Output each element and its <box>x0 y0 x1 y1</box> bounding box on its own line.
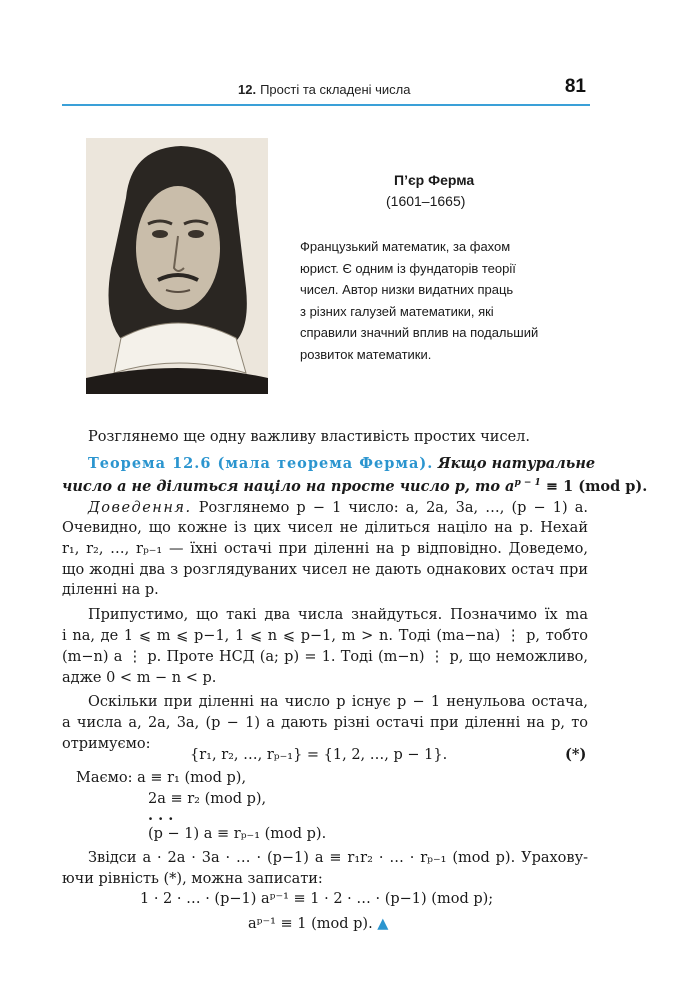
bio-name: П’єр Ферма <box>394 172 475 188</box>
congruence-line: (p − 1) a ≡ rₚ₋₁ (mod p). <box>148 826 327 842</box>
proof-line: Доведення. Розглянемо p − 1 число: a, 2a, 3a, …, (p − 1) a. <box>88 500 588 516</box>
proof-line: а числа a, 2a, 3a, (p − 1) a дають різні остачі при діленні на p, то <box>62 715 588 731</box>
final-result: aᵖ⁻¹ ≡ 1 (mod p). ▲ <box>248 916 389 932</box>
final-equation: 1 · 2 · … · (p−1) aᵖ⁻¹ ≡ 1 · 2 · … · (p−1) (mod p); <box>140 891 494 907</box>
proof-line: адже 0 < m − n < p. <box>62 670 217 686</box>
proof-line: Припустимо, що такі два числа знайдуться. Позначимо їх ma <box>88 607 588 623</box>
equation-mark: (*) <box>565 746 587 763</box>
proof-line: що жодні два з розглядуваних чисел не дають однакових остач при <box>62 562 588 578</box>
proof-line: і na, де 1 ⩽ m ⩽ p−1, 1 ⩽ n ⩽ p−1, m > n. Тоді (ma−na) ⋮ p, тобто <box>62 628 588 644</box>
theorem-text: Якщо натуральне <box>437 455 596 472</box>
proof-line: (m−n) a ⋮ p. Проте НСД (a; p) = 1. Тоді (m−n) ⋮ p, що неможливо, <box>62 649 588 665</box>
theorem-line: число a не ділиться націло на просте число p, то $a^{p - 1} \equiv 1$ (mod p). <box>62 477 648 495</box>
bio-line: Французький математик, за фахом <box>300 239 511 254</box>
bio-years: (1601–1665) <box>386 193 466 209</box>
section-title: 12. Прості та складені числа <box>238 82 411 97</box>
congruence-dots: . . . <box>148 807 174 824</box>
bio-line: розвиток математики. <box>300 346 432 362</box>
theorem-line <box>88 454 596 474</box>
set-equation: {r₁, r₂, …, rₚ₋₁} = {1, 2, …, p − 1}. <box>190 747 448 763</box>
congruence-line: Маємо: a ≡ r₁ (mod p), <box>76 770 247 786</box>
proof-line: отримуємо: <box>62 736 151 752</box>
bio-line: юрист. Є одним із фундаторів теорії <box>300 260 516 276</box>
intro-paragraph: Розглянемо ще одну важливу властивість простих чисел. <box>88 429 530 445</box>
page-header <box>62 74 590 106</box>
bio-text <box>300 236 600 365</box>
page-number: 81 <box>564 76 586 97</box>
bio-line: справили значний вплив на подальший <box>300 325 539 340</box>
end-of-proof-icon: ▲ <box>377 916 389 932</box>
proof-line: Оскільки при діленні на число p існує p − 1 ненульова остача, <box>88 694 588 710</box>
proof-line: r₁, r₂, …, rₚ₋₁ — їхні остачі при діленні на p відповідно. Доведемо, <box>62 541 588 557</box>
congruence-line: 2a ≡ r₂ (mod p), <box>148 791 267 807</box>
proof-line: Очевидно, що кожне із цих чисел не ділиться націло на p. Нехай <box>62 520 588 536</box>
proof-line: Звідси a · 2a · 3a · … · (p−1) a ≡ r₁r₂ · … · rₚ₋₁ (mod p). Урахову- <box>88 850 588 866</box>
proof-line: діленні на p. <box>62 582 159 598</box>
proof-label: Доведення. <box>88 500 192 516</box>
bio-line: чисел. Автор низки видатних праць <box>300 282 514 297</box>
proof-line: ючи рівність (*), можна записати: <box>62 871 323 887</box>
portrait-image <box>86 138 268 394</box>
theorem-title: Теорема 12.6 (мала теорема Ферма). <box>88 455 434 472</box>
bio-line: з різних галузей математики, які <box>300 303 494 319</box>
